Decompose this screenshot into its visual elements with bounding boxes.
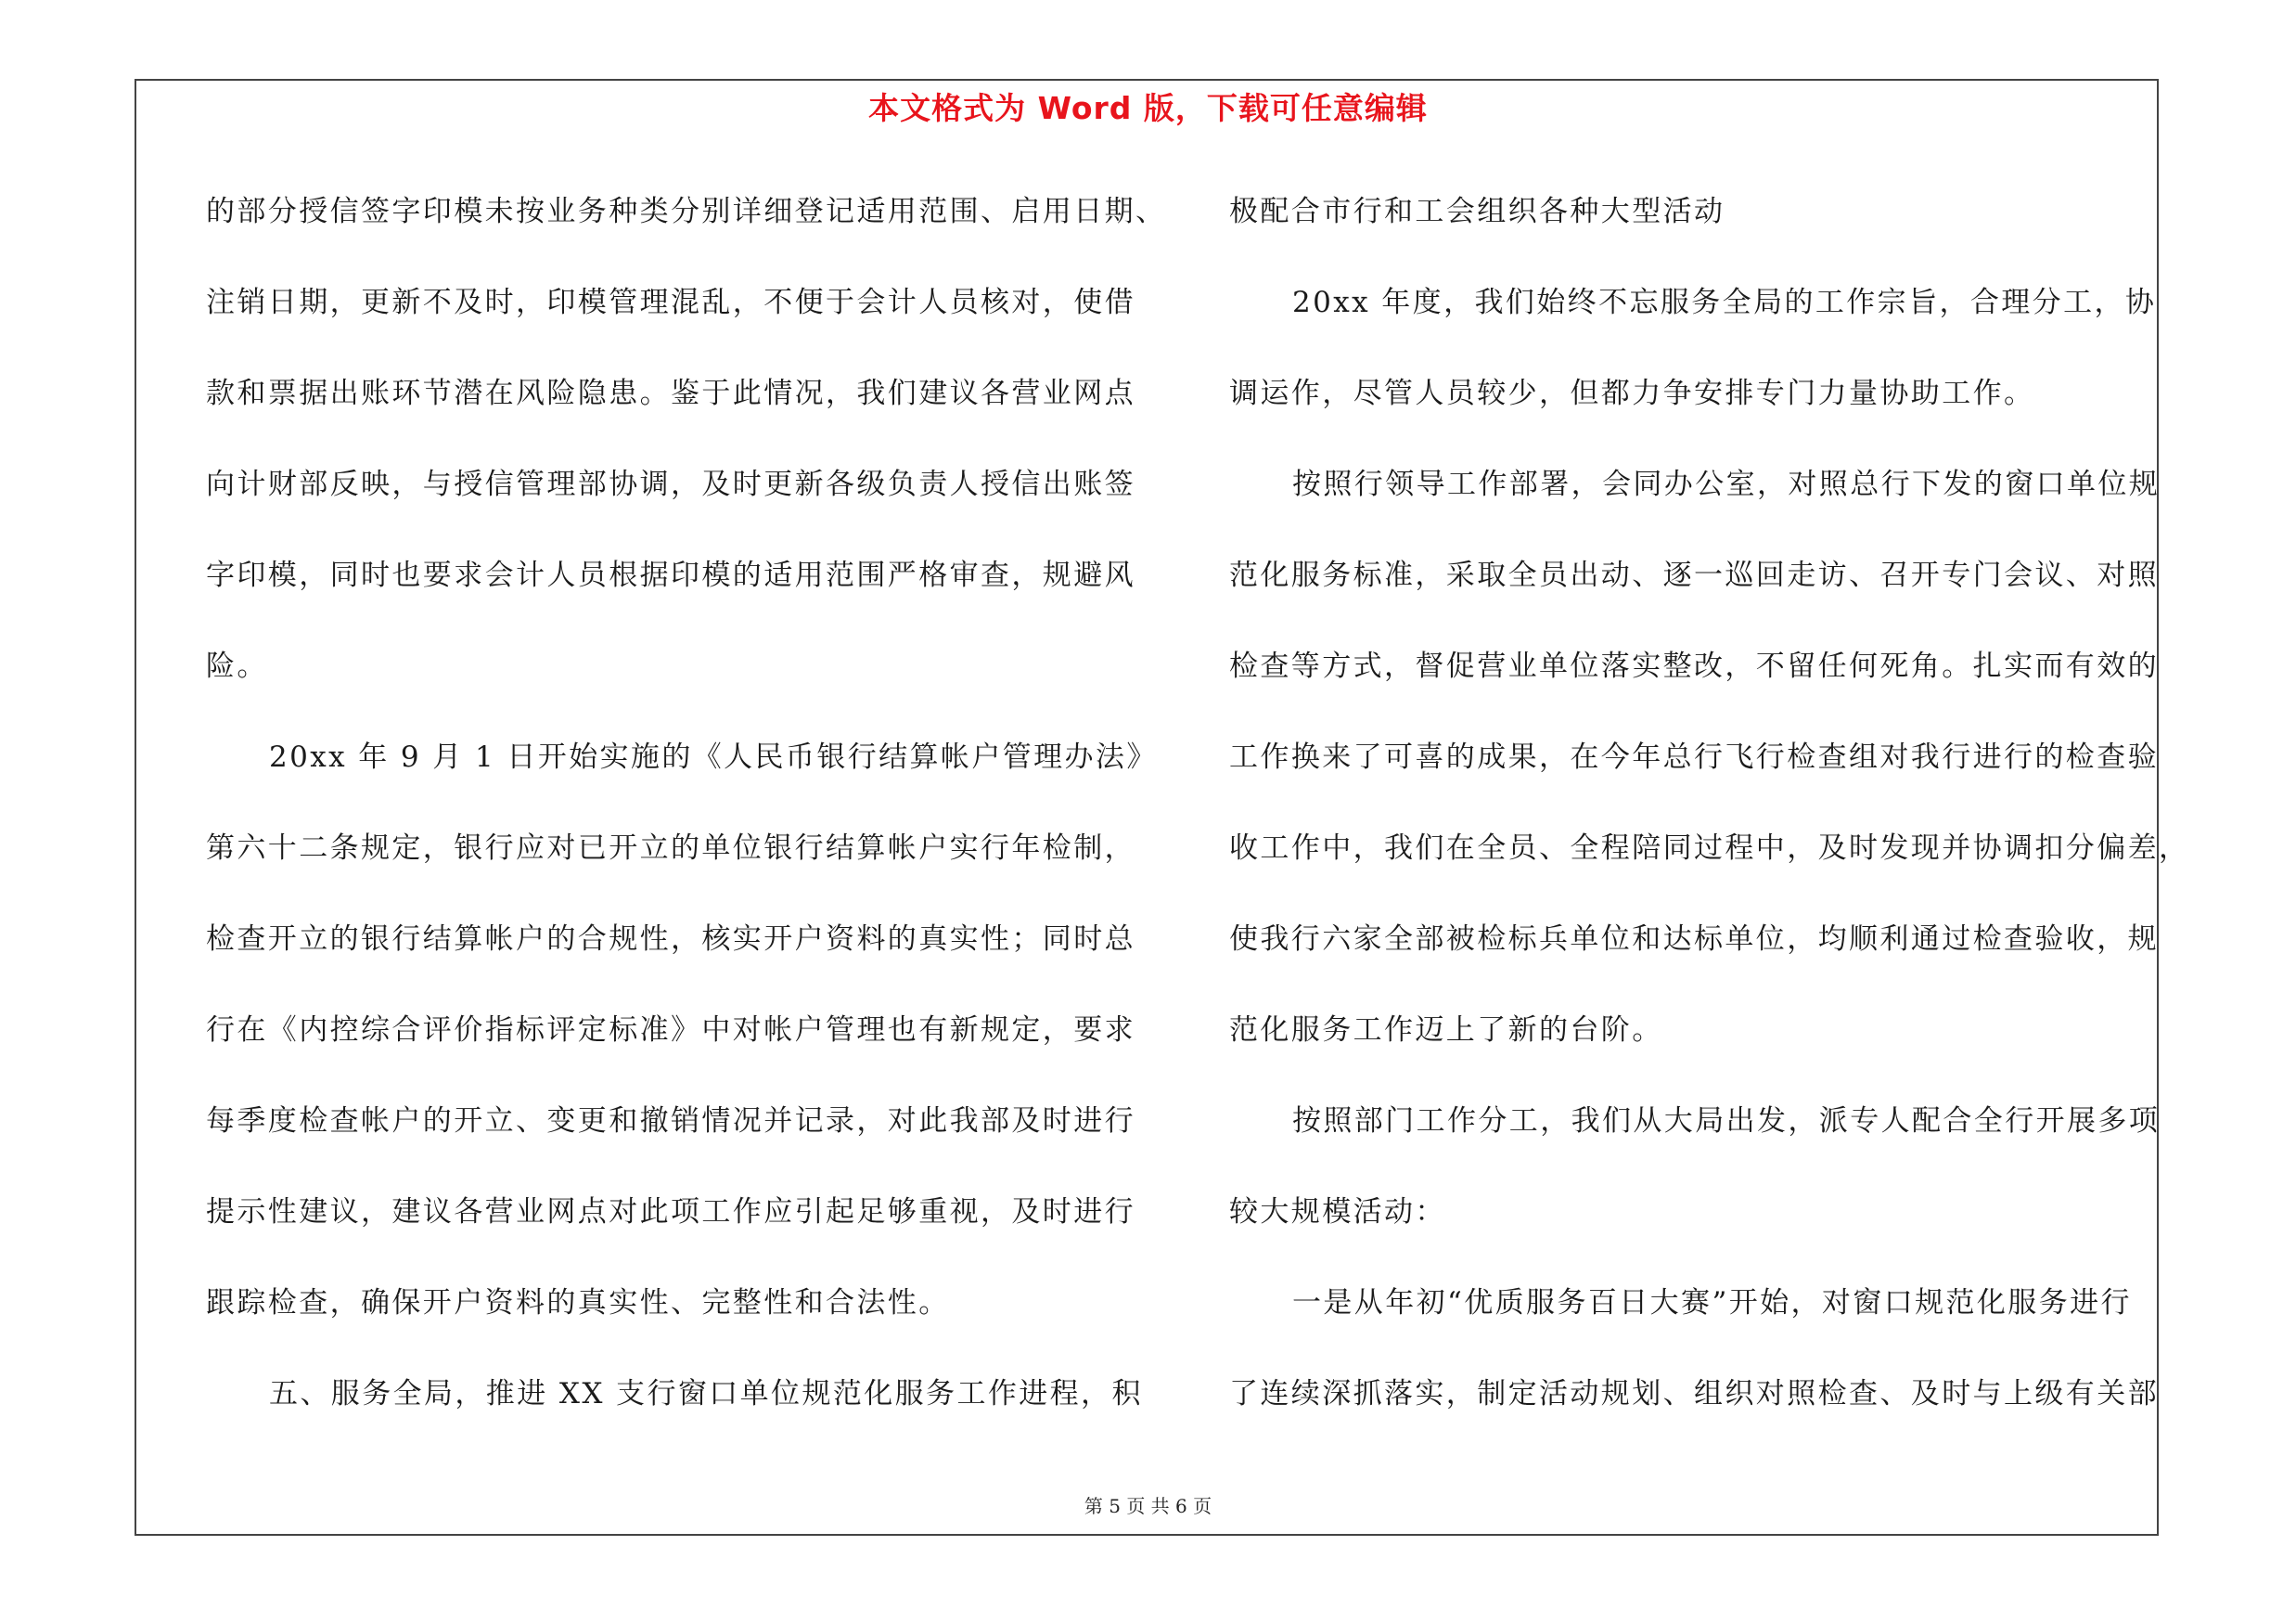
body-text-line: 收工作中，我们在全员、全程陪同过程中，及时发现并协调扣分偏差， [1229, 831, 2190, 865]
paragraph-start-line: 按照行领导工作部署，会同办公室，对照总行下发的窗口单位规 [1292, 468, 2161, 501]
body-text-line: 注销日期，更新不及时，印模管理混乱，不便于会计人员核对，使借 [206, 286, 1135, 319]
paragraph-start-line: 20xx 年度，我们始终不忘服务全局的工作宗旨，合理分工，协 [1292, 286, 2157, 319]
paragraph-start-line: 20xx 年 9 月 1 日开始实施的《人民币银行结算帐户管理办法》 [269, 741, 1158, 774]
body-text-line: 检查开立的银行结算帐户的合规性，核实开户资料的真实性；同时总 [206, 922, 1135, 956]
body-text-line: 的部分授信签字印模未按业务种类分别详细登记适用范围、启用日期、 [206, 195, 1167, 228]
body-text-line: 使我行六家全部被检标兵单位和达标单位，均顺利通过检查验收，规 [1229, 922, 2159, 956]
body-text-line: 提示性建议，建议各营业网点对此项工作应引起足够重视，及时进行 [206, 1195, 1135, 1229]
body-text-line: 第六十二条规定，银行应对已开立的单位银行结算帐户实行年检制， [206, 831, 1135, 865]
body-text-line: 行在《内控综合评价指标评定标准》中对帐户管理也有新规定，要求 [206, 1013, 1135, 1047]
body-text-line: 范化服务标准，采取全员出动、逐一巡回走访、召开专门会议、对照 [1229, 559, 2159, 592]
body-text-line: 每季度检查帐户的开立、变更和撤销情况并记录，对此我部及时进行 [206, 1104, 1135, 1138]
page-number-footer: 第 5 页 共 6 页 [1084, 1495, 1212, 1517]
body-text-line: 检查等方式，督促营业单位落实整改，不留任何死角。扎实而有效的 [1229, 650, 2159, 683]
body-text-line: 向计财部反映，与授信管理部协调，及时更新各级负责人授信出账签 [206, 468, 1135, 501]
section-heading-line: 五、服务全局，推进 XX 支行窗口单位规范化服务工作进程，积 [269, 1377, 1143, 1410]
body-text-line: 较大规模活动： [1229, 1195, 1446, 1229]
body-text-line: 了连续深抓落实，制定活动规划、组织对照检查、及时与上级有关部 [1229, 1377, 2159, 1410]
body-text-line: 字印模，同时也要求会计人员根据印模的适用范围严格审查，规避风 [206, 559, 1135, 592]
paragraph-start-line: 一是从年初“优质服务百日大赛”开始，对窗口规范化服务进行 [1292, 1286, 2132, 1320]
body-text-line: 极配合市行和工会组织各种大型活动 [1229, 195, 1725, 228]
body-text-line: 调运作，尽管人员较少，但都力争安排专门力量协助工作。 [1229, 377, 2035, 410]
left-text-column [206, 188, 1167, 1462]
body-text-line: 工作换来了可喜的成果，在今年总行飞行检查组对我行进行的检查验 [1229, 741, 2159, 774]
body-text-line: 跟踪检查，确保开户资料的真实性、完整性和合法性。 [206, 1286, 950, 1320]
paragraph-start-line: 按照部门工作分工，我们从大局出发，派专人配合全行开展多项 [1292, 1104, 2161, 1138]
body-text-line: 范化服务工作迈上了新的台阶。 [1229, 1013, 1663, 1047]
body-text-line: 款和票据出账环节潜在风险隐患。鉴于此情况，我们建议各营业网点 [206, 377, 1135, 410]
body-text-line: 险。 [206, 650, 268, 683]
format-notice-banner: 本文格式为 Word 版，下载可任意编辑 [868, 90, 1428, 126]
right-text-column [1229, 188, 2190, 1462]
